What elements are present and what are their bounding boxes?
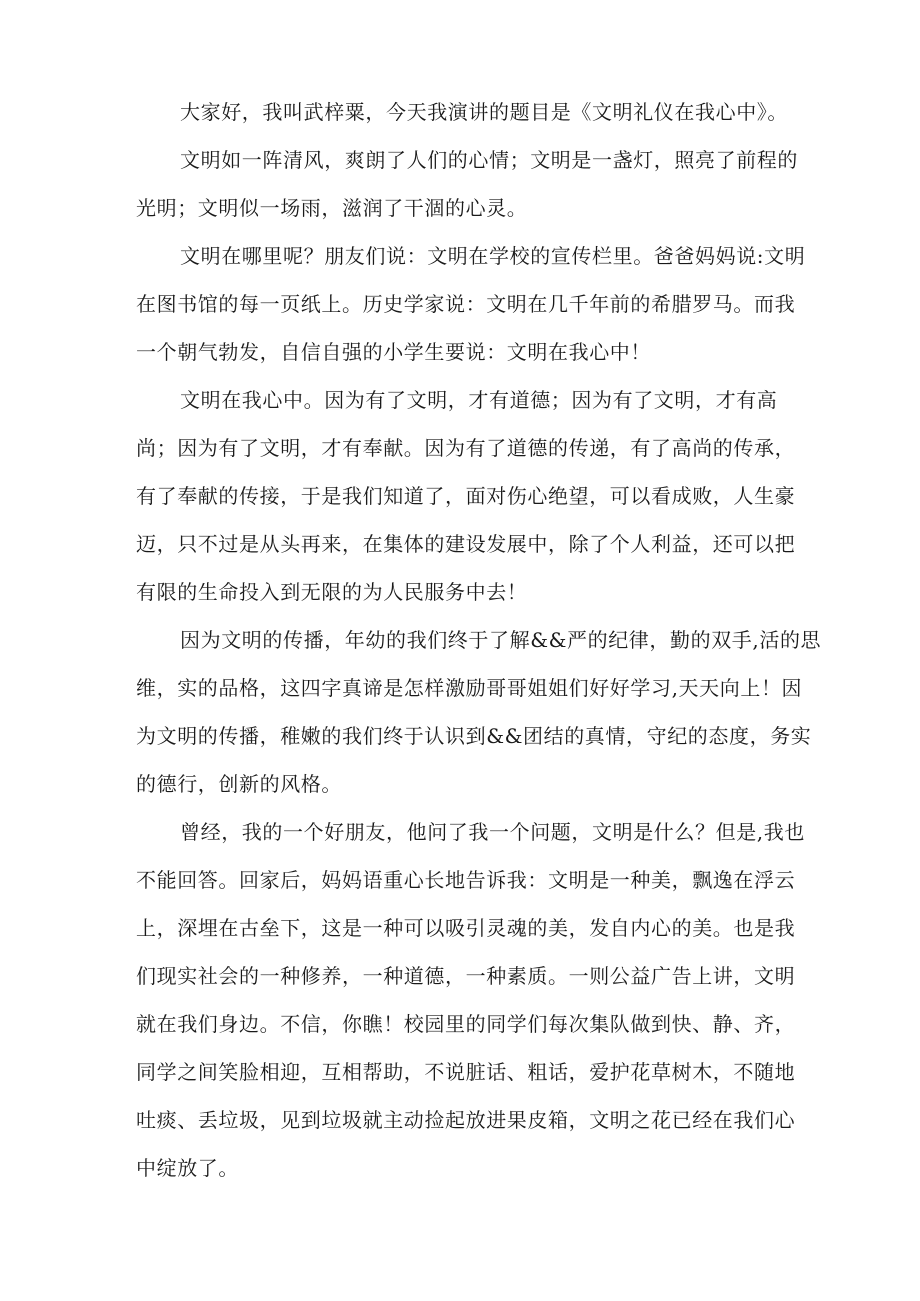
text-line: 中绽放了。 [136, 1156, 239, 1180]
text-line: 有了奉献的传接，于是我们知道了，面对伤心绝望，可以看成败，人生豪 [136, 484, 796, 508]
text-line: 光明；文明似一场雨，滋润了干涸的心灵。 [136, 196, 528, 220]
text-line: 同学之间笑脸相迎，互相帮助，不说脏话、粗话，爱护花草树木，不随地 [136, 1060, 796, 1084]
text-line: 的德行，创新的风格。 [136, 772, 342, 796]
text-line: 们现实社会的一种修养，一种道德，一种素质。一则公益广告上讲，文明 [136, 964, 796, 988]
text-line: 大家好，我叫武梓粟，今天我演讲的题目是《文明礼仪在我心中》。 [180, 100, 788, 124]
text-line: 吐痰、丢垃圾，见到垃圾就主动捡起放进果皮箱，文明之花已经在我们心 [136, 1108, 796, 1132]
text-line: 尚；因为有了文明，才有奉献。因为有了道德的传递，有了高尚的传承， [136, 436, 796, 460]
text-line: 文明如一阵清风，爽朗了人们的心情；文明是一盏灯，照亮了前程的 [180, 148, 798, 172]
text-line: 因为文明的传播，年幼的我们终于了解&&严的纪律，勤的双手,活的思 [180, 628, 822, 652]
text-line: 文明在哪里呢？朋友们说：文明在学校的宣传栏里。爸爸妈妈说:文明 [180, 244, 806, 268]
text-line: 维，实的品格，这四字真谛是怎样激励哥哥姐姐们好好学习,天天向上！因 [136, 676, 803, 700]
text-line: 在图书馆的每一页纸上。历史学家说：文明在几千年前的希腊罗马。而我 [136, 292, 796, 316]
text-line: 文明在我心中。因为有了文明，才有道德；因为有了文明，才有高 [180, 388, 778, 412]
text-line: 不能回答。回家后，妈妈语重心长地告诉我：文明是一种美，飘逸在浮云 [136, 868, 796, 892]
text-line: 上，深埋在古垒下，这是一种可以吸引灵魂的美，发自内心的美。也是我 [136, 916, 796, 940]
text-line: 就在我们身边。不信，你瞧！校园里的同学们每次集队做到快、静、齐， [136, 1012, 796, 1036]
text-line: 为文明的传播，稚嫩的我们终于认识到&&团结的真情，守纪的态度，务实 [136, 724, 812, 748]
text-line: 迈，只不过是从头再来，在集体的建设发展中，除了个人利益，还可以把 [136, 532, 796, 556]
text-line: 一个朝气勃发，自信自强的小学生要说：文明在我心中！ [136, 340, 651, 364]
text-line: 曾经，我的一个好朋友，他问了我一个问题，文明是什么？但是,我也 [180, 820, 805, 844]
text-line: 有限的生命投入到无限的为人民服务中去！ [136, 580, 528, 604]
